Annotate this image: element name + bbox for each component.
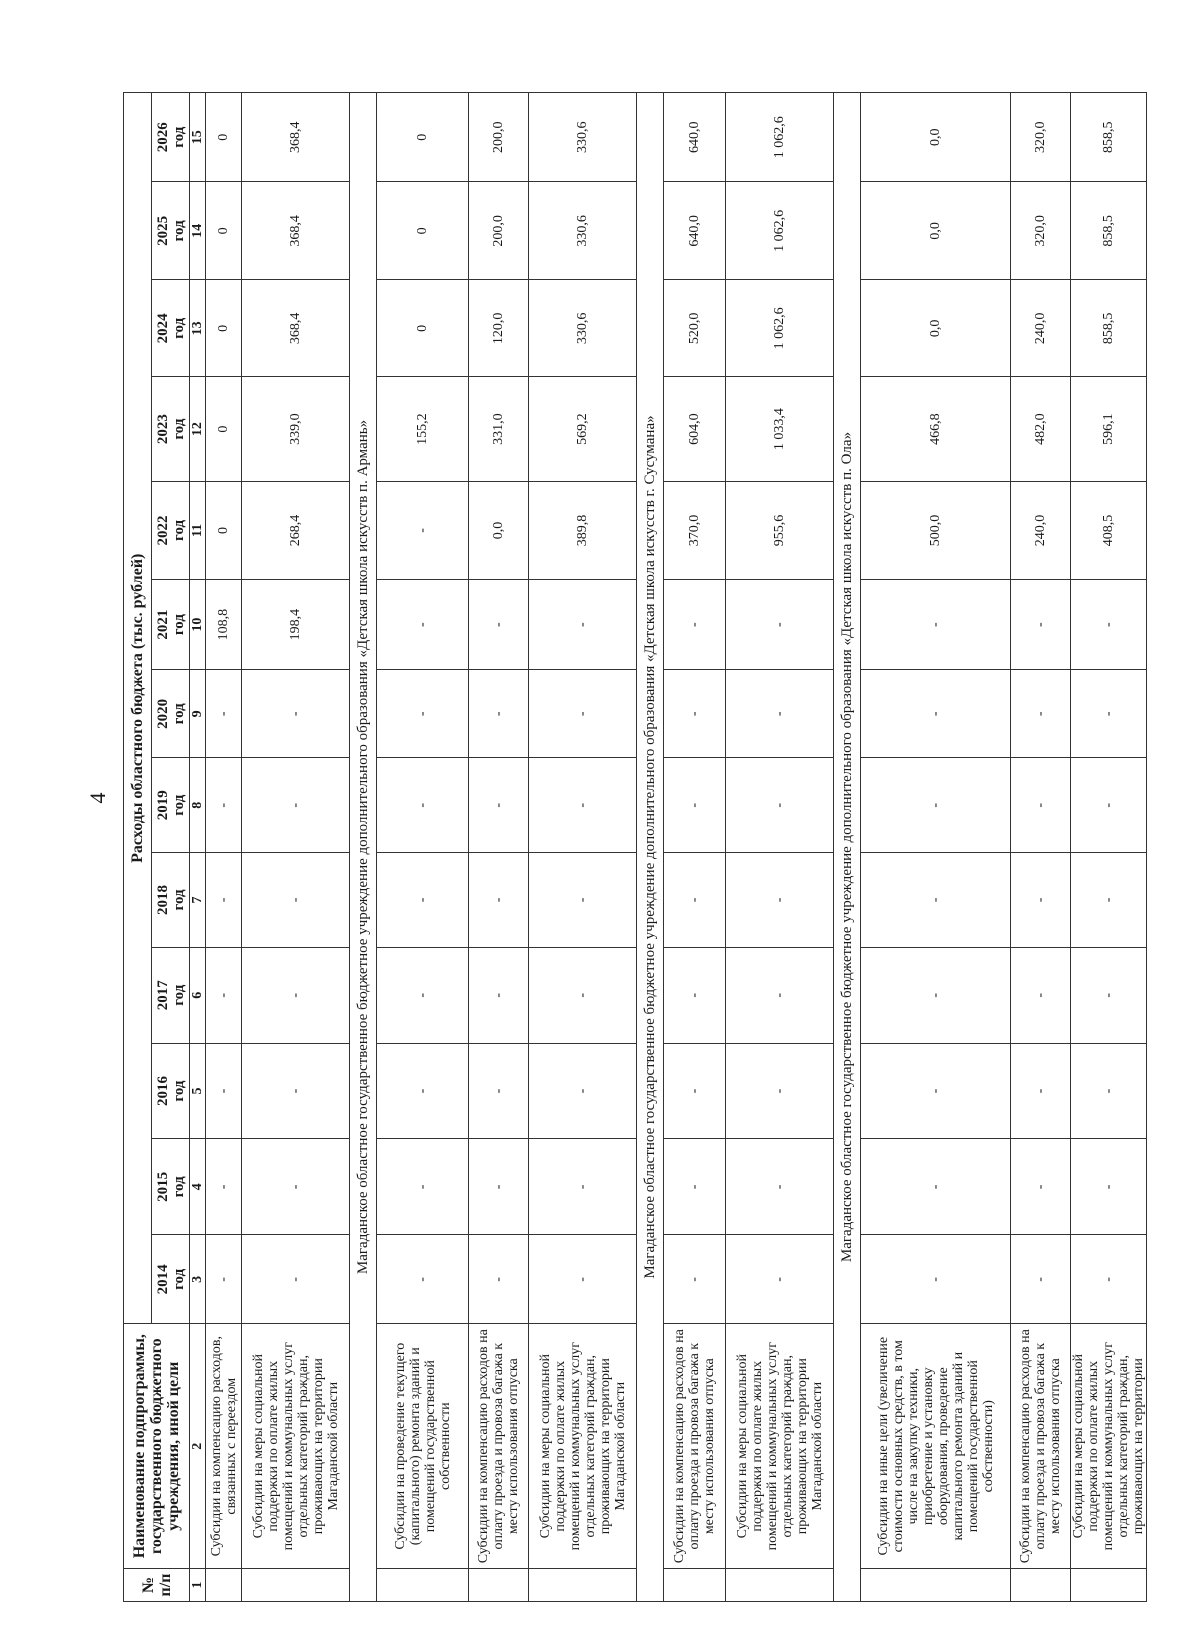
value-cell: - [1071, 670, 1147, 758]
budget-table [123, 92, 1147, 1602]
value-cell: 0,0 [861, 182, 1011, 280]
value-cell: - [206, 1043, 242, 1139]
rotated-table-container [123, 92, 1200, 1602]
year-unit: год [170, 220, 187, 242]
year-header [152, 670, 190, 758]
value-cell: - [1011, 1043, 1071, 1139]
value-cell: - [377, 853, 469, 948]
value-cell: 500,0 [861, 481, 1011, 579]
value-cell: - [242, 1139, 350, 1235]
value-cell: 0 [206, 280, 242, 377]
year-label: 2023 [154, 414, 171, 445]
year-label: 2016 [154, 1076, 171, 1107]
value-cell: 200,0 [469, 182, 529, 280]
value-cell: 640,0 [664, 93, 726, 182]
row-name: Субсидии на компенсацию расходов на оплату проезда и провоза багажа к месту использования отпуска [469, 1324, 529, 1569]
value-cell: 1 062,6 [726, 280, 834, 377]
table-row [377, 93, 469, 1602]
value-cell: - [206, 670, 242, 758]
section-row [834, 93, 861, 1602]
year-unit: год [170, 418, 187, 440]
year-unit: год [170, 519, 187, 541]
value-cell: - [242, 670, 350, 758]
value-cell: - [1071, 758, 1147, 853]
value-cell: - [1011, 947, 1071, 1043]
value-cell: - [206, 758, 242, 853]
value-cell: - [377, 579, 469, 669]
row-name: Субсидии на меры социальной поддержки по оплате жилых помещений и коммунальных услуг отдельных категорий граждан, проживающих на территории [1071, 1324, 1147, 1569]
column-number: 7 [190, 853, 206, 948]
value-cell: 596,1 [1071, 377, 1147, 482]
value-cell: 858,5 [1071, 93, 1147, 182]
row-name: Субсидии на компенсацию расходов на оплату проезда и провоза багажа к месту использования отпуска [664, 1324, 726, 1569]
row-number [377, 1568, 469, 1601]
value-cell: - [861, 853, 1011, 948]
year-label: 2014 [154, 1264, 171, 1295]
value-cell: - [377, 670, 469, 758]
value-cell: - [861, 758, 1011, 853]
year-label: 2017 [154, 980, 171, 1011]
column-number: 14 [190, 182, 206, 280]
value-cell: 120,0 [469, 280, 529, 377]
value-cell: 370,0 [664, 481, 726, 579]
year-header [152, 758, 190, 853]
column-number: 5 [190, 1043, 206, 1139]
value-cell: 0 [206, 377, 242, 482]
table-row [1071, 93, 1147, 1602]
value-cell: - [1011, 670, 1071, 758]
column-number: 6 [190, 947, 206, 1043]
value-cell: - [726, 1043, 834, 1139]
column-number: 8 [190, 758, 206, 853]
value-cell: - [861, 1043, 1011, 1139]
value-cell: 331,0 [469, 377, 529, 482]
table-row [1011, 93, 1071, 1602]
table-row [861, 93, 1011, 1602]
row-number [529, 1568, 637, 1601]
value-cell: 240,0 [1011, 481, 1071, 579]
value-cell: 466,8 [861, 377, 1011, 482]
value-cell: - [726, 853, 834, 948]
row-name: Субсидии на меры социальной поддержки по оплате жилых помещений и коммунальных услуг отдельных категорий граждан, проживающих на территории Магаданской области [529, 1324, 637, 1569]
value-cell: 0,0 [469, 481, 529, 579]
value-cell: - [1071, 1043, 1147, 1139]
value-cell: - [469, 1235, 529, 1324]
value-cell: 320,0 [1011, 182, 1071, 280]
value-cell: - [206, 853, 242, 948]
year-header [152, 947, 190, 1043]
year-unit: год [170, 984, 187, 1006]
year-label: 2024 [154, 313, 171, 344]
value-cell: - [664, 579, 726, 669]
value-cell: - [664, 1043, 726, 1139]
value-cell: 955,6 [726, 481, 834, 579]
value-cell: 200,0 [469, 93, 529, 182]
column-number: 13 [190, 280, 206, 377]
column-number: 11 [190, 481, 206, 579]
value-cell: 408,5 [1071, 481, 1147, 579]
value-cell: 0 [206, 182, 242, 280]
value-cell: - [726, 1139, 834, 1235]
value-cell: 268,4 [242, 481, 350, 579]
year-label: 2021 [154, 609, 171, 640]
row-name: Субсидии на компенсацию расходов на оплату проезда и провоза багажа к месту использования отпуска [1011, 1324, 1071, 1569]
value-cell: - [242, 947, 350, 1043]
year-unit: год [170, 889, 187, 911]
value-cell: 604,0 [664, 377, 726, 482]
value-cell: - [664, 758, 726, 853]
value-cell: 320,0 [1011, 93, 1071, 182]
value-cell: 0 [377, 182, 469, 280]
value-cell: - [664, 1235, 726, 1324]
value-cell: - [861, 1235, 1011, 1324]
value-cell: - [377, 758, 469, 853]
value-cell: - [529, 1235, 637, 1324]
section-title: Магаданское областное государственное бюджетное учреждение дополнительного образования «Детская школа искусств г. Сусумана» [637, 93, 664, 1602]
year-label: 2015 [154, 1171, 171, 1202]
value-cell: - [1011, 579, 1071, 669]
value-cell: - [726, 579, 834, 669]
value-cell: 0 [206, 93, 242, 182]
row-number [664, 1568, 726, 1601]
value-cell: - [377, 947, 469, 1043]
value-cell: - [529, 670, 637, 758]
value-cell: - [664, 947, 726, 1043]
value-cell: 0 [206, 481, 242, 579]
value-cell: - [861, 579, 1011, 669]
row-number [242, 1568, 350, 1601]
value-cell: 339,0 [242, 377, 350, 482]
value-cell: - [469, 670, 529, 758]
value-cell: - [469, 947, 529, 1043]
value-cell: - [377, 481, 469, 579]
value-cell: - [242, 853, 350, 948]
year-header [152, 1235, 190, 1324]
value-cell: 108,8 [206, 579, 242, 669]
year-header [152, 93, 190, 182]
value-cell: 858,5 [1071, 280, 1147, 377]
value-cell: 198,4 [242, 579, 350, 669]
year-header [152, 579, 190, 669]
value-cell: 858,5 [1071, 182, 1147, 280]
table-row [469, 93, 529, 1602]
table-row [726, 93, 834, 1602]
year-label: 2018 [154, 884, 171, 915]
value-cell: - [861, 670, 1011, 758]
value-cell: - [469, 579, 529, 669]
row-number [861, 1568, 1011, 1601]
value-cell: 330,6 [529, 182, 637, 280]
value-cell: 368,4 [242, 182, 350, 280]
value-cell: - [664, 670, 726, 758]
value-cell: 368,4 [242, 280, 350, 377]
year-label: 2019 [154, 790, 171, 821]
value-cell: - [206, 1235, 242, 1324]
value-cell: - [377, 1235, 469, 1324]
row-name: Субсидии на проведение текущего (капитального) ремонта зданий и помещений государственной собственности [377, 1324, 469, 1569]
row-number [1011, 1568, 1071, 1601]
col-header-name: Наименование подпрограммы, государственного бюджетного учреждения, иной цели [124, 1324, 190, 1569]
table-row [664, 93, 726, 1602]
value-cell: - [242, 1235, 350, 1324]
column-number: 2 [190, 1324, 206, 1569]
value-cell: - [861, 1139, 1011, 1235]
year-label: 2025 [154, 215, 171, 246]
column-number: 4 [190, 1139, 206, 1235]
value-cell: 569,2 [529, 377, 637, 482]
year-unit: год [170, 703, 187, 725]
value-cell: 368,4 [242, 93, 350, 182]
value-cell: - [469, 1139, 529, 1235]
year-header [152, 1043, 190, 1139]
value-cell: 1 033,4 [726, 377, 834, 482]
year-header [152, 377, 190, 482]
value-cell: - [1071, 853, 1147, 948]
value-cell: 482,0 [1011, 377, 1071, 482]
value-cell: - [469, 1043, 529, 1139]
column-number: 12 [190, 377, 206, 482]
value-cell: 0 [377, 93, 469, 182]
value-cell: 640,0 [664, 182, 726, 280]
value-cell: - [529, 947, 637, 1043]
row-number [469, 1568, 529, 1601]
year-unit: год [170, 1080, 187, 1102]
section-title: Магаданское областное государственное бюджетное учреждение дополнительного образования «Детская школа искусств п. Ола» [834, 93, 861, 1602]
section-title: Магаданское областное государственное бюджетное учреждение дополнительного образования «Детская школа искусств п. Армань» [350, 93, 377, 1602]
year-unit: год [170, 1268, 187, 1290]
expenses-title: Расходы областного бюджета (тыс. рублей) [124, 93, 152, 1324]
value-cell: 520,0 [664, 280, 726, 377]
year-unit: год [170, 317, 187, 339]
value-cell: - [529, 1139, 637, 1235]
table-row [529, 93, 637, 1602]
value-cell: - [529, 853, 637, 948]
column-number: 15 [190, 93, 206, 182]
value-cell: - [664, 1139, 726, 1235]
value-cell: 240,0 [1011, 280, 1071, 377]
year-label: 2020 [154, 698, 171, 729]
value-cell: - [242, 758, 350, 853]
row-number [206, 1568, 242, 1601]
value-cell: 0,0 [861, 93, 1011, 182]
value-cell: 1 062,6 [726, 93, 834, 182]
table-row [206, 93, 242, 1602]
year-unit: год [170, 126, 187, 148]
value-cell: - [1071, 947, 1147, 1043]
value-cell: - [726, 947, 834, 1043]
row-name: Субсидии на меры социальной поддержки по оплате жилых помещений и коммунальных услуг отдельных категорий граждан, проживающих на территории Магаданской области [726, 1324, 834, 1569]
value-cell: - [1071, 1139, 1147, 1235]
value-cell: - [529, 579, 637, 669]
year-unit: год [170, 614, 187, 636]
value-cell: - [529, 1043, 637, 1139]
value-cell: - [377, 1139, 469, 1235]
year-header [152, 853, 190, 948]
value-cell: - [206, 947, 242, 1043]
row-name: Субсидии на меры социальной поддержки по оплате жилых помещений и коммунальных услуг отдельных категорий граждан, проживающих на территории Магаданской области [242, 1324, 350, 1569]
value-cell: - [1071, 1235, 1147, 1324]
value-cell: - [242, 1043, 350, 1139]
year-header [152, 182, 190, 280]
value-cell: - [529, 758, 637, 853]
value-cell: 330,6 [529, 280, 637, 377]
year-unit: год [170, 794, 187, 816]
value-cell: - [726, 758, 834, 853]
value-cell: - [1011, 758, 1071, 853]
column-number: 3 [190, 1235, 206, 1324]
column-number: 9 [190, 670, 206, 758]
value-cell: 155,2 [377, 377, 469, 482]
year-unit: год [170, 1176, 187, 1198]
col-header-number: № п/п [124, 1568, 190, 1601]
value-cell: 0 [377, 280, 469, 377]
year-header [152, 481, 190, 579]
value-cell: 389,8 [529, 481, 637, 579]
value-cell: - [469, 758, 529, 853]
value-cell: 1 062,6 [726, 182, 834, 280]
year-label: 2022 [154, 515, 171, 546]
value-cell: 330,6 [529, 93, 637, 182]
value-cell: - [206, 1139, 242, 1235]
row-number [726, 1568, 834, 1601]
value-cell: - [1011, 853, 1071, 948]
value-cell: 0,0 [861, 280, 1011, 377]
year-header [152, 280, 190, 377]
value-cell: - [726, 1235, 834, 1324]
value-cell: - [377, 1043, 469, 1139]
column-number: 10 [190, 579, 206, 669]
page-number: 4 [85, 792, 110, 804]
value-cell: - [861, 947, 1011, 1043]
section-row [637, 93, 664, 1602]
value-cell: - [1071, 579, 1147, 669]
row-name: Субсидии на иные цели (увеличение стоимости основных средств, в том числе на закупку техники, приобретение и установку оборудования, проведение капитального ремонта зданий и помещений государственной собственности) [861, 1324, 1011, 1569]
section-row [350, 93, 377, 1602]
row-number [1071, 1568, 1147, 1601]
column-number: 1 [190, 1568, 206, 1601]
value-cell: - [664, 853, 726, 948]
value-cell: - [1011, 1235, 1071, 1324]
year-label: 2026 [154, 122, 171, 153]
value-cell: - [469, 853, 529, 948]
value-cell: - [726, 670, 834, 758]
row-name: Субсидии на компенсацию расходов, связанных с переездом [206, 1324, 242, 1569]
value-cell: - [1011, 1139, 1071, 1235]
table-row [242, 93, 350, 1602]
year-header [152, 1139, 190, 1235]
